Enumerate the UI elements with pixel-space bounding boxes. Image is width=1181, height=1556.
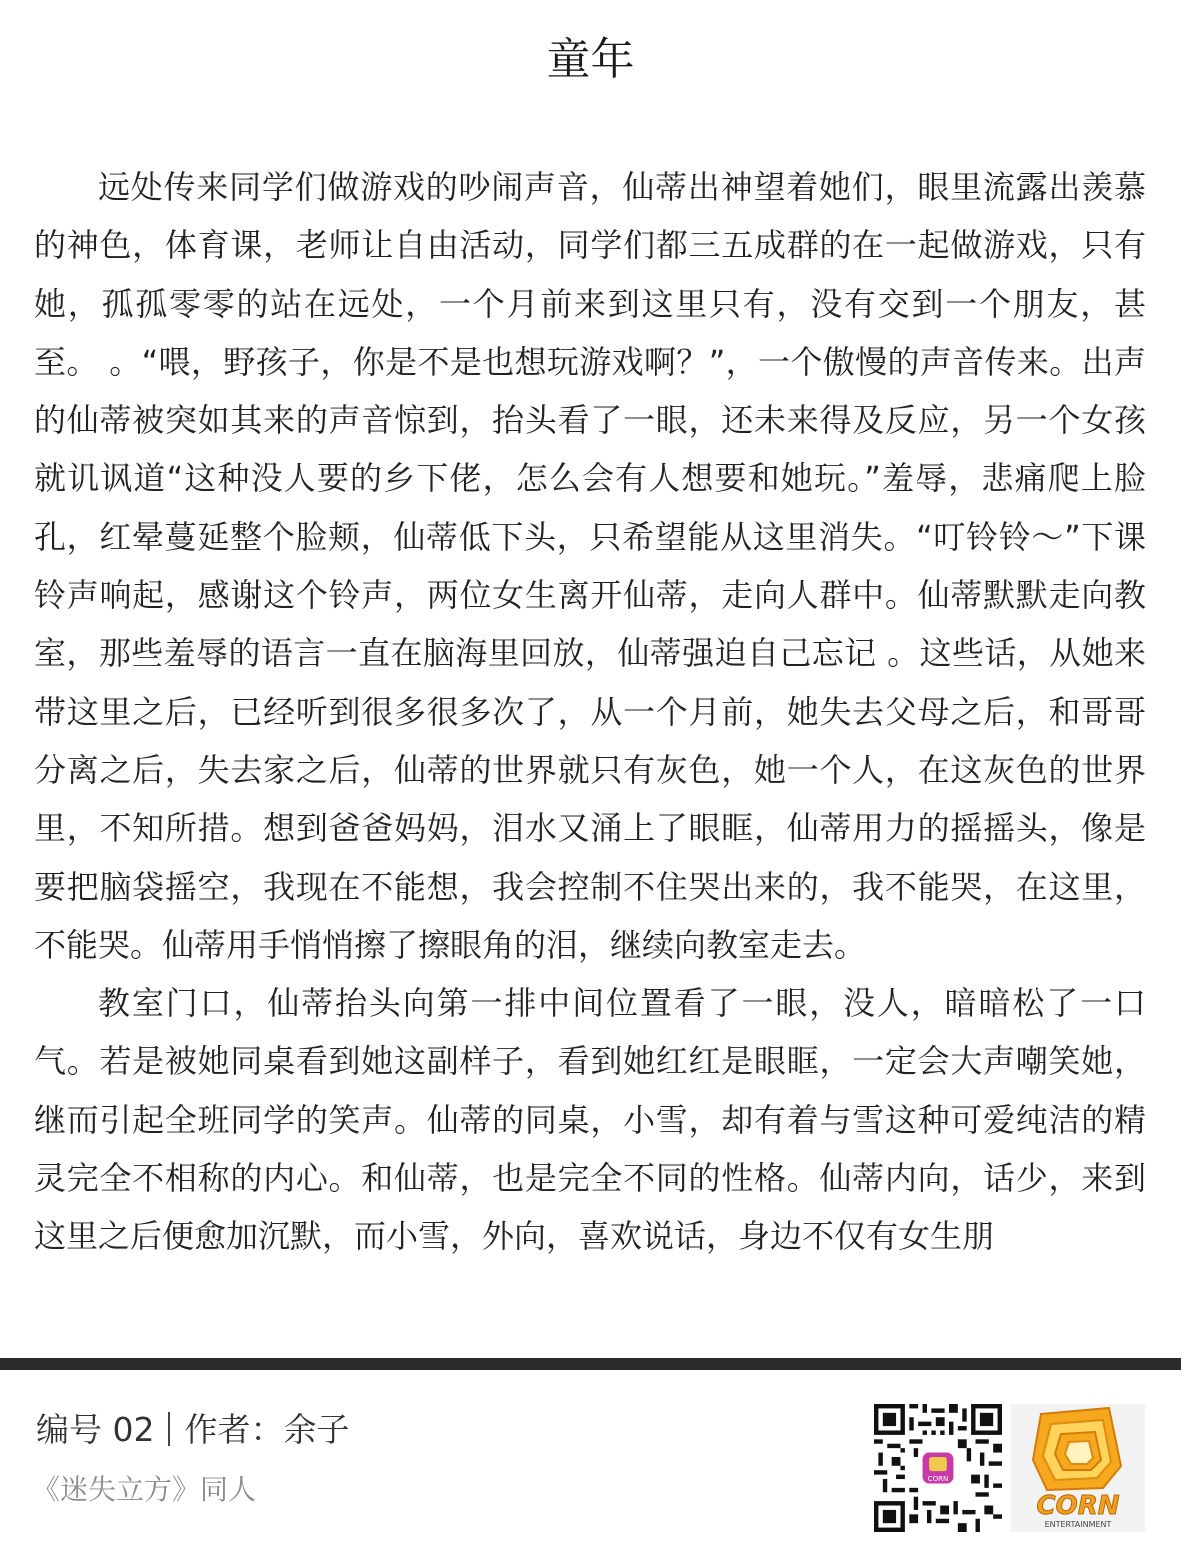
footer-meta [36,1404,349,1456]
source-label: 《迷失立方》同人 [32,1473,257,1506]
article-paragraph-2: 教室门口，仙蒂抬头向第一排中间位置看了一眼，没人，暗暗松了一口气。若是被她同桌看到她这副样子，看到她红红是眼眶，一定会大声嘲笑她，继而引起全班同学的笑声。仙蒂的同桌，小雪，却有着与雪这种可爱纯洁的精灵完全不相称的内心。和仙蒂，也是完全不同的性格。仙蒂内向，话少，来到这里之后便愈加沉默，而小雪，外向，喜欢说话，身边不仅有女生朋 [34,984,1146,1256]
qr-badge-text: CORN [927,1473,949,1483]
logo-cube-icon [1033,1408,1121,1490]
article-title: 童年 [546,34,635,85]
article-body [34,158,1146,1338]
footer-divider [0,1358,1181,1370]
qr-code-icon [874,1404,1002,1532]
logo-subtext: ENTERTAINMENT [1044,1520,1112,1529]
entry-number: 编号 02 [36,1410,155,1449]
article-paragraph-1: 远处传来同学们做游戏的吵闹声音，仙蒂出神望着她们，眼里流露出羡慕的神色，体育课，老师让自由活动，同学们都三五成群的在一起做游戏，只有她，孤孤零零的站在远处，一个月前来到这里只有，没有交到一个朋友，甚至。 。“喂，野孩子，你是不是也想玩游戏啊？”，一个傲慢的声音传来。出声的仙蒂被突如其来的声音惊到，抬头看了一眼，还未来得及反应，另一个女孩就讥讽道“这种没人要的乡下佬，怎么会有人想要和她玩。”羞辱，悲痛爬上脸孔，红晕蔓延整个脸颊，仙蒂低下头，只希望能从这里消失。“叮铃铃～”下课铃声响起，感谢这个铃声，两位女生离开仙蒂，走向人群中。仙蒂默默走向教室，那些羞辱的语言一直在脑海里回放，仙蒂强迫自己忘记 。这些话，从她来带这里之后，已经听到很多很多次了，从一个月前，她失去父母之后，和哥哥分离之后，失去家之后，仙蒂的世界就只有灰色，她一个人，在这灰色的世界里，不知所措。想到爸爸妈妈，泪水又涌上了眼眶，仙蒂用力的摇摇头，像是要把脑袋摇空，我现在不能想，我会控制不住哭出来的，我不能哭，在这里，不能哭。仙蒂用手悄悄擦了擦眼角的泪，继续向教室走去。 [34,168,1146,964]
logo-wordmark: CORN [1036,1491,1120,1521]
corn-entertainment-logo [1011,1404,1145,1532]
author-label: 作者：余子 [184,1410,350,1449]
meta-separator [168,1412,170,1446]
